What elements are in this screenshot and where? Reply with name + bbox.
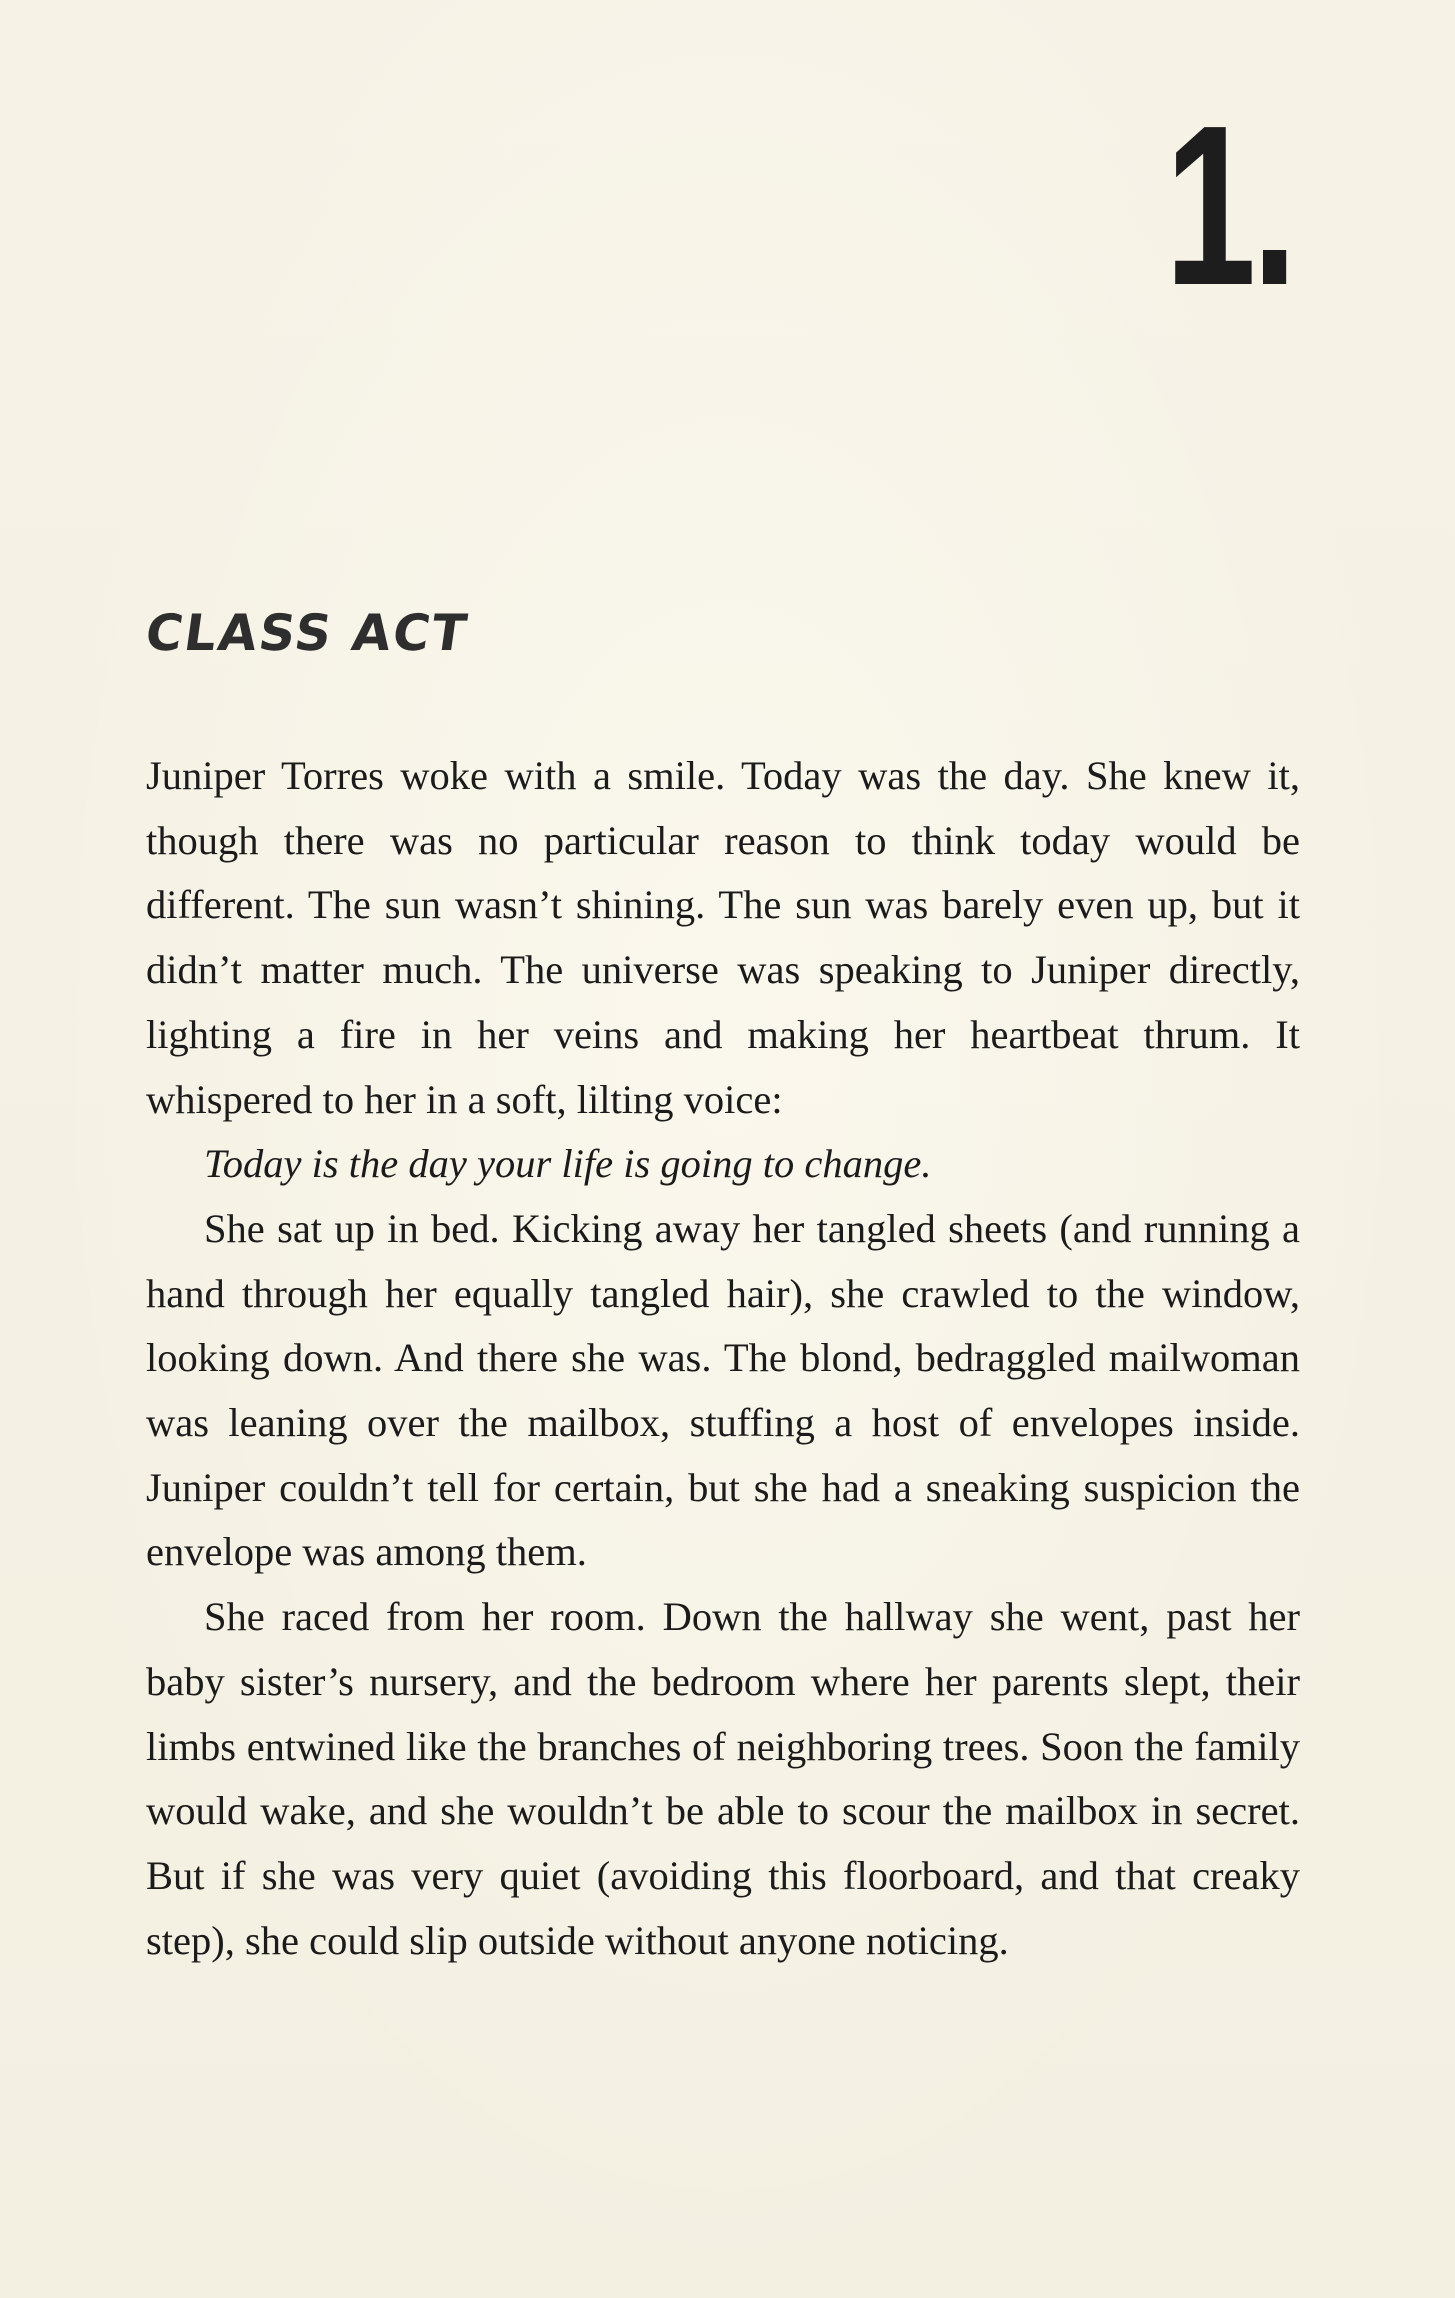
chapter-title: CLASS ACT: [141, 604, 473, 662]
paragraph-2-italic: Today is the day your life is going to change.: [204, 1141, 932, 1187]
chapter-number: 1.: [1164, 79, 1293, 333]
paragraph-3: She sat up in bed. Kicking away her tangled sheets (and running a hand through her equally tangled hair), she crawled to the window, looking down. And there she was. The blond, bedraggled mailwoman was leaning over the mailbox, stuffing a host of envelopes inside. Juniper couldn’t tell for certain, but she had a sneaking suspicion the envelope was among them.: [146, 1205, 1300, 1575]
paragraph-4: She raced from her room. Down the hallway she went, past her baby sister’s nursery, and the bedroom where her parents slept, their limbs entwined like the branches of neighboring trees. Soon the family would wake, and she wouldn’t be able to scour the mailbox in secret. But if she was very quiet (avoiding this floorboard, and that creaky step), she could slip outside without anyone noticing.: [146, 1594, 1300, 1963]
paragraph-1: Juniper Torres woke with a smile. Today was the day. She knew it, though there was no particular reason to think today would be different. The sun wasn’t shining. The sun was barely even up, but it didn’t matter much. The universe was speaking to Juniper directly, lighting a fire in her veins and making her heartbeat thrum. It whispered to her in a soft, lilting voice:: [146, 753, 1300, 1122]
chapter-body: [146, 744, 1300, 1973]
